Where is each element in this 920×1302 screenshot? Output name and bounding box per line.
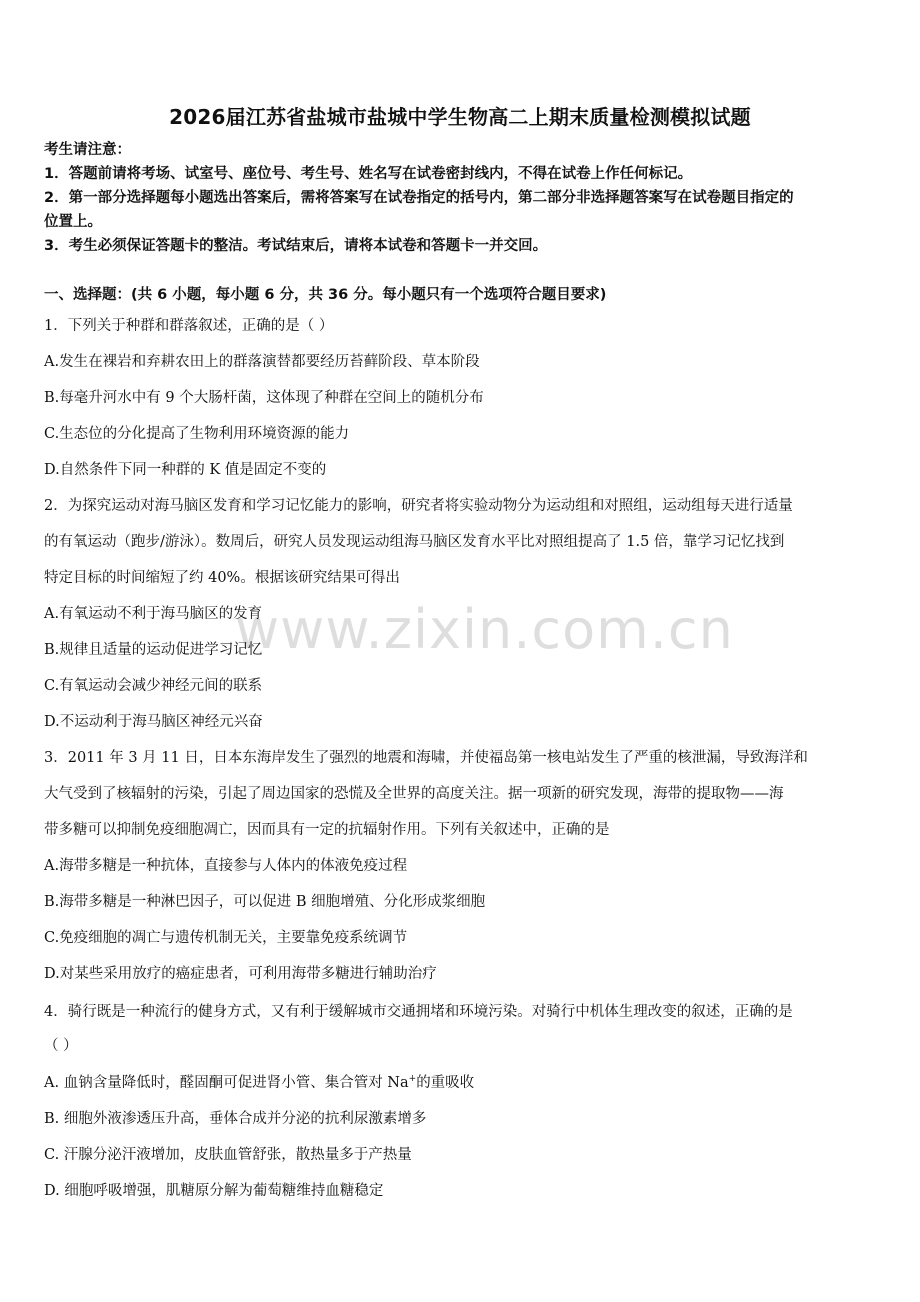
option-c: C. 汗腺分泌汗液增加，皮肤血管舒张，散热量多于产热量 <box>44 1147 412 1163</box>
watermark: www.zixin.com.cn <box>235 598 734 661</box>
page-title: 2026届江苏省盐城市盐城中学生物高二上期末质量检测模拟试题 <box>169 105 751 129</box>
option-a: A.有氧运动不利于海马脑区的发育 <box>44 606 263 622</box>
option-c: C.生态位的分化提高了生物利用环境资源的能力 <box>44 426 350 442</box>
option-c: C.免疫细胞的凋亡与遗传机制无关，主要靠免疫系统调节 <box>44 930 408 946</box>
option-b: B.规律且适量的运动促进学习记忆 <box>44 642 263 658</box>
option-a <box>44 1071 884 1092</box>
question-stem: 2．为探究运动对海马脑区发育和学习记忆能力的影响，研究者将实验动物分为运动组和对照组，运动组每天进行适量 <box>44 498 793 514</box>
superscript-plus: + <box>408 1074 417 1085</box>
notice-item: 1．答题前请将考场、试室号、座位号、考生号、姓名写在试卷密封线内，不得在试卷上作任何标记。 <box>44 166 693 182</box>
option-a-text: A. 血钠含量降低时，醛固酮可促进肾小管、集合管对 Na <box>44 1075 409 1091</box>
option-a: A.发生在裸岩和弃耕农田上的群落演替都要经历苔藓阶段、草本阶段 <box>44 354 480 370</box>
option-b: B. 细胞外液渗透压升高，垂体合成并分泌的抗利尿激素增多 <box>44 1111 427 1127</box>
question-stem: 特定目标的时间缩短了约 40%。根据该研究结果可得出 <box>44 570 400 586</box>
option-d: D. 细胞呼吸增强，肌糖原分解为葡萄糖维持血糖稳定 <box>44 1183 384 1199</box>
section-heading: 一、选择题：(共 6 小题，每小题 6 分，共 36 分。每小题只有一个选项符合题目要求) <box>44 287 607 303</box>
option-a-tail: 的重吸收 <box>416 1075 475 1091</box>
option-c: C.有氧运动会减少神经元间的联系 <box>44 678 263 694</box>
option-b: B.每毫升河水中有 9 个大肠杆菌，这体现了种群在空间上的随机分布 <box>44 390 484 406</box>
notice-heading: 考生请注意： <box>44 142 131 158</box>
option-a: A.海带多糖是一种抗体，直接参与人体内的体液免疫过程 <box>44 858 408 874</box>
notice-item: 2．第一部分选择题每小题选出答案后，需将答案写在试卷指定的括号内，第二部分非选择题答案写在试卷题目指定的 <box>44 190 794 206</box>
option-d: D.自然条件下同一种群的 K 值是固定不变的 <box>44 462 327 478</box>
question-stem: 4．骑行既是一种流行的健身方式，又有利于缓解城市交通拥堵和环境污染。对骑行中机体生理改变的叙述，正确的是 <box>44 1004 793 1020</box>
option-b: B.海带多糖是一种淋巴因子，可以促进 B 细胞增殖、分化形成浆细胞 <box>44 894 486 910</box>
option-d: D.不运动利于海马脑区神经元兴奋 <box>44 714 263 730</box>
question-stem: 3．2011 年 3 月 11 日，日本东海岸发生了强烈的地震和海啸，并使福岛第一核电站发生了严重的核泄漏，导致海洋和 <box>44 750 808 766</box>
question-stem: 的有氧运动（跑步/游泳）。数周后，研究人员发现运动组海马脑区发育水平比对照组提高了 1.5 倍，靠学习记忆找到 <box>44 534 785 550</box>
question-stem: （ ） <box>44 1038 78 1054</box>
notice-item: 3．考生必须保证答题卡的整洁。考试结束后，请将本试卷和答题卡一并交回。 <box>44 238 548 254</box>
question-stem: 1．下列关于种群和群落叙述，正确的是（ ） <box>44 318 334 334</box>
notice-item: 位置上。 <box>44 214 102 230</box>
option-d: D.对某些采用放疗的癌症患者，可利用海带多糖进行辅助治疗 <box>44 966 437 982</box>
question-stem: 带多糖可以抑制免疫细胞凋亡，因而具有一定的抗辐射作用。下列有关叙述中，正确的是 <box>44 822 610 838</box>
question-stem: 大气受到了核辐射的污染，引起了周边国家的恐慌及全世界的高度关注。据一项新的研究发现，海带的提取物——海 <box>44 786 784 802</box>
